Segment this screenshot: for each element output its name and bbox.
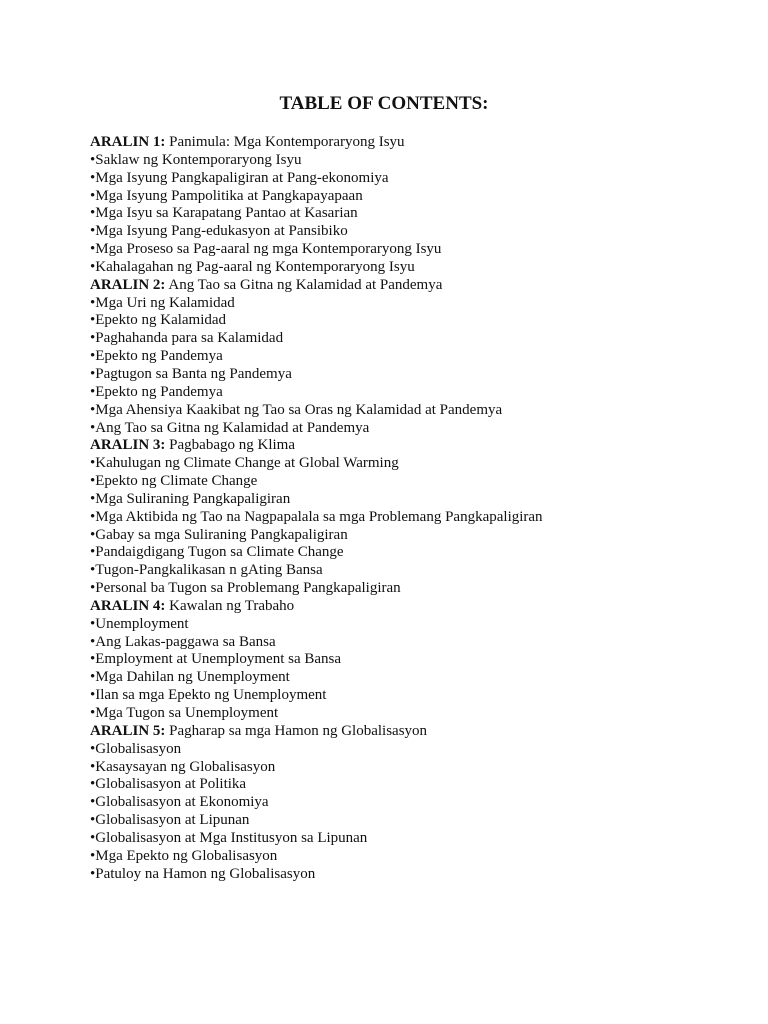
lesson-5-heading <box>90 723 730 741</box>
lesson-3-item: •Gabay sa mga Suliraning Pangkapaligiran <box>90 526 348 543</box>
lesson-3-item: •Personal ba Tugon sa Problemang Pangkapaligiran <box>90 580 401 597</box>
lesson-4-title: Kawalan ng Trabaho <box>169 597 295 614</box>
lesson-4-item: •Mga Dahilan ng Unemployment <box>90 669 290 686</box>
lesson-1-item: •Mga Isyung Pampolitika at Pangkapayapaan <box>90 187 363 204</box>
lesson-4-heading <box>90 598 730 616</box>
lesson-1-item: •Mga Proseso sa Pag-aaral ng mga Kontemporaryong Isyu <box>90 241 442 258</box>
lesson-5-title: Pagharap sa mga Hamon ng Globalisasyon <box>169 722 428 739</box>
lesson-3-item: •Mga Aktibida ng Tao na Nagpapalala sa mga Problemang Pangkapaligiran <box>90 508 543 525</box>
lesson-2-item: •Epekto ng Pandemya <box>90 348 223 365</box>
lesson-4-item: •Unemployment <box>90 615 189 632</box>
lesson-2-item: •Ang Tao sa Gitna ng Kalamidad at Pandemya <box>90 419 370 436</box>
lesson-1-title: Panimula: Mga Kontemporaryong Isyu <box>169 134 405 150</box>
lesson-1-item: •Saklaw ng Kontemporaryong Isyu <box>90 151 302 168</box>
page-title: TABLE OF CONTENTS: <box>279 93 489 114</box>
lesson-4-item: •Employment at Unemployment sa Bansa <box>90 651 342 668</box>
lesson-3-item: •Epekto ng Climate Change <box>90 473 258 490</box>
lesson-3-label: ARALIN 3: <box>90 437 166 454</box>
lesson-2-title: Ang Tao sa Gitna ng Kalamidad at Pandemya <box>168 276 443 293</box>
lesson-3-item: •Mga Suliraning Pangkapaligiran <box>90 490 291 507</box>
lesson-2-item: •Pagtugon sa Banta ng Pandemya <box>90 365 292 382</box>
lesson-1-item: •Mga Isyu sa Karapatang Pantao at Kasarian <box>90 205 358 222</box>
lesson-5-item: •Mga Epekto ng Globalisasyon <box>90 847 278 864</box>
lesson-2-label: ARALIN 2: <box>90 276 166 293</box>
lesson-1-item: •Mga Isyung Pangkapaligiran at Pang-ekonomiya <box>90 169 389 186</box>
lesson-2-item: •Epekto ng Pandemya <box>90 383 223 400</box>
lesson-3-item: •Tugon-Pangkalikasan n gAting Bansa <box>90 562 323 579</box>
lesson-2-item: •Mga Ahensiya Kaakibat ng Tao sa Oras ng Kalamidad at Pandemya <box>90 401 503 418</box>
lesson-4-item: •Ilan sa mga Epekto ng Unemployment <box>90 687 327 704</box>
lesson-4-item: •Ang Lakas-paggawa sa Bansa <box>90 633 276 650</box>
lesson-1-item: •Mga Isyung Pang-edukasyon at Pansibiko <box>90 223 348 240</box>
lesson-5-item: •Globalisasyon at Mga Institusyon sa Lipunan <box>90 829 368 846</box>
lesson-5-label: ARALIN 5: <box>90 722 166 739</box>
lesson-2-heading <box>90 277 730 295</box>
lesson-3-item: •Pandaigdigang Tugon sa Climate Change <box>90 544 344 561</box>
table-of-contents <box>90 134 730 883</box>
lesson-3-title: Pagbabago ng Klima <box>169 437 295 454</box>
lesson-2-item: •Epekto ng Kalamidad <box>90 312 227 329</box>
lesson-5-item: •Globalisasyon <box>90 740 182 757</box>
lesson-2-item: •Paghahanda para sa Kalamidad <box>90 330 284 347</box>
lesson-1-label: ARALIN 1: <box>90 134 166 150</box>
lesson-5-item: •Globalisasyon at Lipunan <box>90 812 250 829</box>
lesson-5-item: •Kasaysayan ng Globalisasyon <box>90 758 276 775</box>
lesson-3-heading <box>90 437 730 455</box>
lesson-2-item: •Mga Uri ng Kalamidad <box>90 294 235 311</box>
lesson-1-heading <box>90 134 730 152</box>
lesson-5-item: •Globalisasyon at Politika <box>90 776 247 793</box>
lesson-5-item: •Patuloy na Hamon ng Globalisasyon <box>90 865 316 882</box>
lesson-5-item: •Globalisasyon at Ekonomiya <box>90 794 269 811</box>
lesson-4-item: •Mga Tugon sa Unemployment <box>90 705 279 721</box>
lesson-4-label: ARALIN 4: <box>90 597 166 614</box>
lesson-3-item: •Kahulugan ng Climate Change at Global Warming <box>90 455 399 472</box>
lesson-1-item: •Kahalagahan ng Pag-aaral ng Kontemporaryong Isyu <box>90 258 415 275</box>
